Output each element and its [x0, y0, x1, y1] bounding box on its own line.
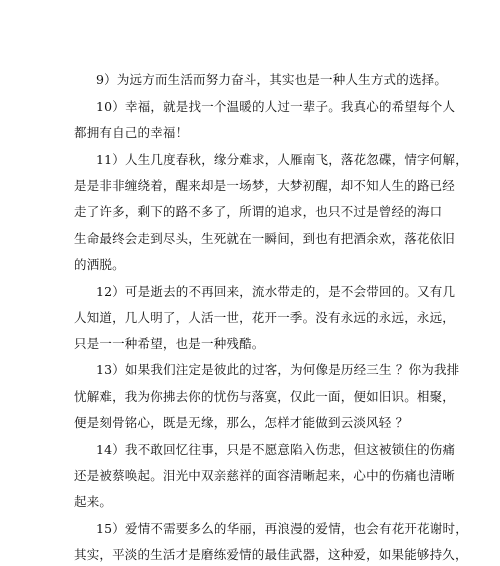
paragraph-line: 13）如果我们注定是彼此的过客，为何像是历经三生 ？你为我排 [96, 362, 460, 377]
paragraph-line: 只是一一种希望，也是一种残酷。 [74, 336, 265, 351]
paragraph-line: 10）幸福，就是找一个温暖的人过一辈子。我真心的希望每个人 [96, 99, 456, 114]
paragraph-line: 15）爱情不需要多么的华丽，再浪漫的爱情，也会有花开花谢时， [96, 521, 468, 536]
paragraph-line: 11）人生几度春秋，缘分难求，人雁南飞，落花忽碟，情字何解， [96, 152, 468, 167]
paragraph-line: 其实，平淡的生活才是磨练爱情的最佳武器，这种爱，如果能够持久， [74, 547, 468, 562]
paragraph-line: 人知道，几人明了，人活一世，花开一季。没有永远的永远，永远， [74, 310, 456, 325]
paragraph-line: 起来。 [74, 494, 113, 509]
paragraph-line: 生命最终会走到尽头，生死就在一瞬间，到也有把酒余欢，落花依旧 [74, 231, 456, 246]
paragraph-line: 走了许多，剩下的路不多了，所谓的追求，也只不过是曾经的海口 [74, 204, 443, 219]
paragraph-line: 14）我不敢回忆往事，只是不愿意陷入伤悲，但这被锁住的伤痛 [96, 442, 456, 457]
paragraph-line: 还是被蔡唤起。泪光中双亲慈祥的面容清晰起来，心中的伤痛也清晰 [74, 468, 456, 483]
paragraph-line: 都拥有自己的幸福！ [74, 125, 189, 140]
paragraph-line: 12）可是逝去的不再回来，流水带走的，是不会带回的。又有几 [96, 284, 456, 299]
paragraph-line: 忧解难，我为你拂去你的忧伤与落寞，仅此一面，便如旧识。相聚， [74, 389, 456, 404]
paragraph-line: 是是非非缠绕着，醒来却是一场梦，大梦初醒，却不知人生的路已经 [74, 178, 456, 193]
paragraph-line: 9）为远方而生活而努力奋斗，其实也是一种人生方式的选择。 [96, 72, 448, 87]
paragraph-line: 的洒脱。 [74, 257, 125, 272]
paragraph-line: 便是刻骨铭心，既是无缘，那么，怎样才能做到云淡风轻 ？ [74, 415, 409, 430]
